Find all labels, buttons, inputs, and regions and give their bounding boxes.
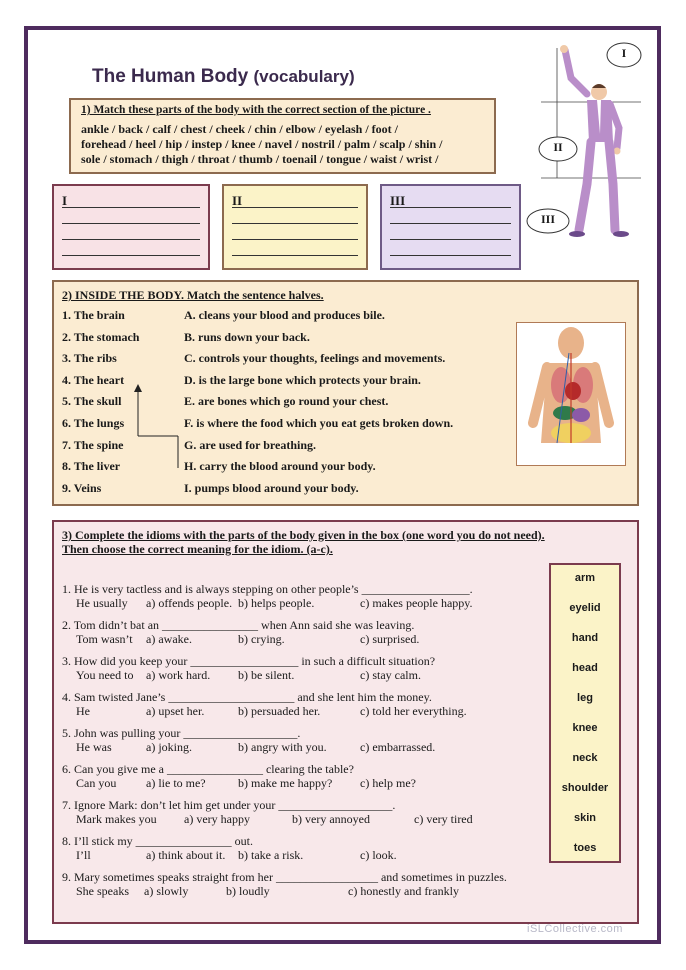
answer-box-section-i[interactable] <box>52 184 210 270</box>
option-b[interactable]: b) helps people. <box>238 596 315 610</box>
idiom-sentence: 7. Ignore Mark: don’t let him get under your ___________________. <box>62 798 396 812</box>
organ-item: 8. The liver <box>62 459 121 474</box>
answer-line[interactable] <box>390 240 511 256</box>
word-line-3: sole / stomach / thigh / throat / thumb / toenail / tongue / waist / wrist / <box>81 152 439 166</box>
organ-item: 9. Veins <box>62 480 102 495</box>
option-b[interactable]: b) crying. <box>238 632 285 646</box>
section3-instruction <box>62 528 622 556</box>
idiom-question <box>62 726 520 754</box>
option-a[interactable]: a) upset her. <box>146 704 205 718</box>
section-label: I <box>62 193 68 208</box>
idiom-sentence: 8. I’ll stick my ________________ out. <box>62 834 253 848</box>
vocabulary-box <box>69 98 496 174</box>
section3-instruction-line2: Then choose the correct meaning for the idiom. (a-c). <box>62 542 333 556</box>
idiom-options <box>62 704 520 718</box>
option-b[interactable]: b) be silent. <box>238 668 295 682</box>
organ-item: 5. The skull <box>62 394 122 409</box>
option-lead: Mark makes you <box>76 812 157 826</box>
idiom-question <box>62 690 520 718</box>
figure-label-ii-text: II <box>553 140 563 154</box>
answer-line[interactable] <box>390 224 511 240</box>
option-b[interactable]: b) very annoyed <box>292 812 370 826</box>
option-lead: She speaks <box>76 884 129 898</box>
word-box-item: shoulder <box>561 782 609 794</box>
answer-line[interactable] <box>62 240 200 256</box>
word-line-2: forehead / heel / hip / instep / knee / navel / nostril / palm / scalp / shin / <box>81 137 443 151</box>
organ-item: 2. The stomach <box>62 329 140 344</box>
word-box-item: neck <box>572 752 598 764</box>
option-c[interactable]: c) stay calm. <box>360 668 421 682</box>
function-item: F. is where the food which you eat gets broken down. <box>184 416 454 430</box>
title-sub: (vocabulary) <box>253 67 355 86</box>
option-a[interactable]: a) work hard. <box>146 668 211 682</box>
word-box-item: knee <box>572 722 598 734</box>
option-b[interactable]: b) make me happy? <box>238 776 333 790</box>
answer-line[interactable] <box>232 240 358 256</box>
option-c[interactable]: c) surprised. <box>360 632 420 646</box>
figure-label-iii-text: III <box>540 212 555 226</box>
section1-instruction: 1) Match these parts of the body with the correct section of the picture . <box>81 104 431 116</box>
answer-line[interactable] <box>390 208 511 224</box>
option-c[interactable]: c) honestly and frankly <box>348 884 459 898</box>
option-c[interactable]: c) embarrassed. <box>360 740 436 754</box>
answer-line[interactable] <box>62 208 200 224</box>
idiom-sentence: 6. Can you give me a ________________ clearing the table? <box>62 762 354 776</box>
function-item: I. pumps blood around your body. <box>184 480 359 495</box>
answer-line[interactable] <box>390 192 511 208</box>
option-lead: Can you <box>76 776 117 790</box>
function-item: D. is the large bone which protects your brain. <box>184 372 421 387</box>
word-box-item: skin <box>573 812 596 824</box>
organ-item: 4. The heart <box>62 372 125 387</box>
idiom-question <box>62 582 520 610</box>
brand-watermark: iSLCollective.com <box>527 923 623 935</box>
answer-box-section-ii[interactable] <box>222 184 368 270</box>
idiom-question <box>62 762 520 790</box>
inside-body-box <box>52 280 639 506</box>
option-lead: You need to <box>76 668 134 682</box>
idiom-sentence: 1. He is very tactless and is always stepping on other people’s __________________. <box>62 582 473 596</box>
idiom-options <box>62 596 520 610</box>
option-a[interactable]: a) very happy <box>184 812 250 826</box>
answer-box-section-iii[interactable] <box>380 184 521 270</box>
word-box-item: head <box>572 662 598 674</box>
answer-line[interactable] <box>232 192 358 208</box>
idiom-question <box>62 834 520 862</box>
option-c[interactable]: c) makes people happy. <box>360 596 473 610</box>
internal-organs-illustration <box>516 322 626 466</box>
page-title <box>92 66 355 88</box>
idiom-sentence: 2. Tom didn’t bat an ________________ when Ann said she was leaving. <box>62 618 415 632</box>
idiom-options <box>62 812 574 826</box>
idiom-question <box>62 618 520 646</box>
function-item: H. carry the blood around your body. <box>184 459 376 474</box>
option-a[interactable]: a) joking. <box>146 740 192 754</box>
option-c[interactable]: c) look. <box>360 848 397 862</box>
word-box-item: arm <box>574 572 596 584</box>
option-b[interactable]: b) loudly <box>226 884 270 898</box>
option-lead: He usually <box>76 596 128 610</box>
answer-line[interactable] <box>232 224 358 240</box>
idiom-sentence: 9. Mary sometimes speaks straight from her _________________ and sometimes in puzzles. <box>62 870 507 884</box>
answer-line[interactable] <box>232 208 358 224</box>
option-lead: I’ll <box>76 848 91 862</box>
option-a[interactable]: a) slowly <box>144 884 189 898</box>
option-lead: He was <box>76 740 112 754</box>
function-item: B. runs down your back. <box>184 329 310 344</box>
section-label: II <box>232 193 243 208</box>
answer-line[interactable] <box>62 192 200 208</box>
idiom-sentence: 5. John was pulling your ___________________. <box>62 726 301 740</box>
word-list <box>81 122 484 167</box>
idiom-question <box>62 798 574 826</box>
section3-instruction-line1: 3) Complete the idioms with the parts of the body given in the box (one word you do not need). <box>62 528 545 542</box>
section2-instruction: 2) INSIDE THE BODY. Match the sentence halves. <box>62 288 324 302</box>
word-box-item: leg <box>577 692 593 704</box>
option-b[interactable]: b) angry with you. <box>238 740 327 754</box>
word-line-1: ankle / back / calf / chest / cheek / chin / elbow / eyelash / foot / <box>81 122 398 136</box>
figure-label-i-text: I <box>621 46 627 60</box>
idiom-options <box>62 632 520 646</box>
idiom-options <box>62 884 508 898</box>
idiom-question <box>62 654 520 682</box>
word-box-item: hand <box>571 632 599 644</box>
idiom-sentence: 3. How did you keep your __________________ in such a difficult situation? <box>62 654 436 668</box>
answer-line[interactable] <box>62 224 200 240</box>
idiom-options <box>62 776 520 790</box>
section-label: III <box>390 193 406 208</box>
option-lead: Tom wasn’t <box>76 632 133 646</box>
function-item: G. are used for breathing. <box>184 437 317 452</box>
function-item: E. are bones which go round your chest. <box>184 394 389 409</box>
option-a[interactable]: a) think about it. <box>146 848 226 862</box>
option-c[interactable]: c) very tired <box>414 812 473 826</box>
word-box-item: toes <box>573 842 597 854</box>
organ-item: 7. The spine <box>62 437 124 452</box>
idiom-options <box>62 848 520 862</box>
idiom-sentence: 4. Sam twisted Jane’s _____________________ and she lent him the money. <box>62 690 432 704</box>
option-b[interactable]: b) persuaded her. <box>238 704 321 718</box>
organ-item: 6. The lungs <box>62 416 125 430</box>
option-a[interactable]: a) awake. <box>146 632 192 646</box>
idiom-word-box <box>549 563 621 863</box>
idiom-options <box>62 740 520 754</box>
option-a[interactable]: a) lie to me? <box>146 776 206 790</box>
idiom-options <box>62 668 520 682</box>
option-a[interactable]: a) offends people. <box>146 596 233 610</box>
idiom-question <box>62 870 508 898</box>
organ-item: 1. The brain <box>62 308 125 322</box>
example-arrow <box>132 380 182 472</box>
function-item: A. cleans your blood and produces bile. <box>184 308 385 322</box>
word-box-item: eyelid <box>569 602 601 614</box>
organ-item: 3. The ribs <box>62 351 117 366</box>
option-b[interactable]: b) take a risk. <box>238 848 304 862</box>
option-c[interactable]: c) told her everything. <box>360 704 467 718</box>
function-item: C. controls your thoughts, feelings and movements. <box>184 351 446 366</box>
option-c[interactable]: c) help me? <box>360 776 416 790</box>
option-lead: He <box>76 704 90 718</box>
title-main: The Human Body <box>92 66 249 87</box>
